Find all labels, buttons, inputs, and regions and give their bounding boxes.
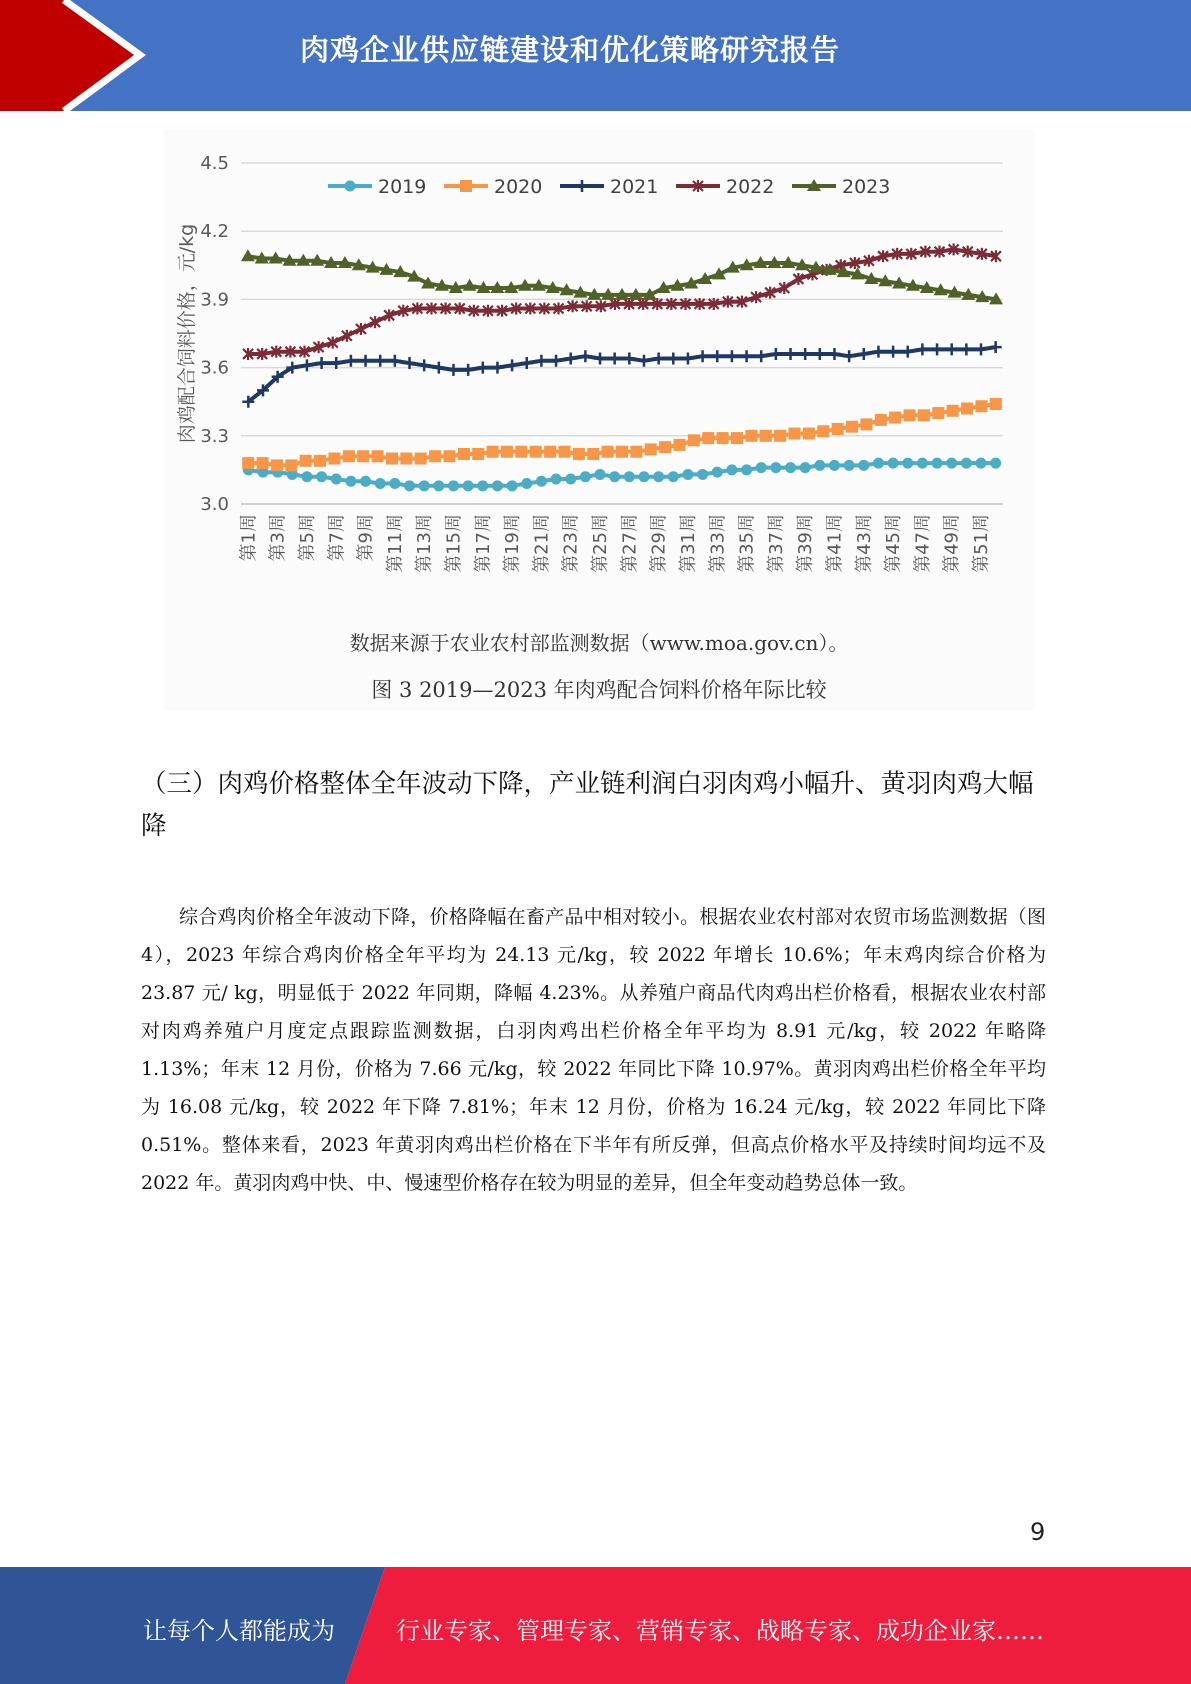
data-point	[638, 355, 650, 367]
data-point	[609, 471, 620, 482]
data-point	[343, 450, 355, 462]
data-point	[741, 464, 752, 475]
data-point	[961, 458, 972, 469]
data-point	[530, 446, 542, 458]
data-point	[745, 430, 757, 442]
data-point	[609, 353, 621, 365]
data-point	[301, 471, 312, 482]
x-tick-label: 第7周	[326, 514, 348, 562]
data-point	[770, 462, 781, 473]
data-point	[946, 343, 958, 355]
data-point	[400, 453, 412, 465]
x-tick-label: 第19周	[502, 514, 524, 573]
data-point	[741, 350, 753, 362]
data-point	[946, 458, 957, 469]
data-point	[860, 418, 872, 430]
data-point	[682, 353, 694, 365]
data-point	[976, 458, 987, 469]
footer-slogan-left: 让每个人都能成为	[143, 1617, 335, 1645]
data-point	[535, 355, 547, 367]
data-point	[372, 450, 384, 462]
data-point	[774, 430, 786, 442]
data-point	[873, 458, 884, 469]
data-point	[799, 348, 811, 360]
data-point	[242, 457, 254, 469]
data-point	[536, 476, 547, 487]
x-tick-label: 第41周	[824, 514, 846, 573]
data-point	[785, 348, 797, 360]
feed-price-line-chart	[163, 130, 1035, 610]
data-point	[828, 348, 840, 360]
data-point	[587, 448, 599, 460]
data-point	[760, 430, 772, 442]
data-point	[932, 458, 943, 469]
data-point	[580, 471, 591, 482]
data-point	[487, 446, 499, 458]
x-tick-label: 第5周	[296, 514, 318, 562]
data-point	[844, 460, 855, 471]
data-point	[872, 346, 884, 358]
data-point	[594, 353, 606, 365]
data-point	[843, 350, 855, 362]
report-title: 肉鸡企业供应链建设和优化策略研究报告	[300, 33, 841, 67]
footer-slogan-right: 行业专家、管理专家、营销专家、战略专家、成功企业家……	[396, 1617, 1044, 1645]
data-point	[460, 180, 472, 192]
data-point	[415, 453, 427, 465]
data-point	[316, 471, 327, 482]
data-point	[817, 425, 829, 437]
data-point	[702, 432, 714, 444]
data-point	[918, 409, 930, 421]
data-point	[990, 341, 1002, 353]
data-point	[448, 480, 459, 491]
data-point	[300, 455, 312, 467]
data-point	[579, 350, 591, 362]
data-point	[257, 457, 269, 469]
data-point	[623, 353, 635, 365]
legend-label-2022: 2022	[726, 176, 775, 198]
data-point	[858, 460, 869, 471]
data-point	[630, 446, 642, 458]
y-tick-label: 3.0	[200, 494, 229, 515]
data-point	[785, 462, 796, 473]
data-point	[975, 343, 987, 355]
x-tick-label: 第9周	[355, 514, 377, 562]
data-point	[472, 448, 484, 460]
data-point	[429, 450, 441, 462]
data-point	[345, 181, 356, 192]
data-point	[846, 421, 858, 433]
data-point	[360, 476, 371, 487]
x-tick-label: 第35周	[736, 514, 758, 573]
data-point	[389, 478, 400, 489]
data-point	[418, 359, 430, 371]
x-tick-label: 第45周	[883, 514, 905, 573]
data-point	[492, 480, 503, 491]
data-point	[602, 446, 614, 458]
data-point	[433, 480, 444, 491]
body-paragraph: 综合鸡肉价格全年波动下降，价格降幅在畜产品中相对较小。根据农业农村部对农贸市场监测数据（图 4），2023 年综合鸡肉价格全年平均为 24.13 元/kg，较 2022 年增长 10.6%；年末鸡肉综合价格为 23.87 元/ kg，明显低于 2022 年同期，降幅 4.23%。从养殖户商品代肉鸡出栏价格看，根据农业农村部对肉鸡养殖户月度定点跟踪监测数据，白羽肉鸡出栏价格全年平均为 8.91 元/kg，较 2022 年略降 1.13%；年末 12 月份，价格为 7.66 元/kg，较 2022 年同比下降 10.97%。黄羽肉鸡出栏价格全年平均为 16.08 元/kg，较 2022 年下降 7.81%；年末 12 月份，价格为 16.24 元/kg，较 2022 年同比下降 0.51%。整体来看，2023 年黄羽肉鸡出栏价格在下半年有所反弹，但高点价格水平及持续时间均远不及 2022 年。黄羽肉鸡中快、中、慢速型价格存在较为明显的差异，但全年变动趋势总体一致。	[141, 906, 1046, 1194]
data-point	[419, 480, 430, 491]
data-point	[917, 458, 928, 469]
data-point	[726, 350, 738, 362]
figure-caption: 图 3 2019—2023 年肉鸡配合饲料价格年际比较	[371, 678, 827, 702]
data-point	[789, 428, 801, 440]
data-point	[887, 346, 899, 358]
data-point	[576, 180, 588, 192]
x-tick-label: 第15周	[443, 514, 465, 573]
x-tick-label: 第17周	[472, 514, 494, 573]
data-point	[638, 471, 649, 482]
data-point	[501, 446, 513, 458]
data-point	[433, 362, 445, 374]
data-point	[990, 398, 1002, 410]
x-tick-label: 第21周	[531, 514, 553, 573]
data-point	[800, 462, 811, 473]
data-point	[916, 343, 928, 355]
data-point	[595, 469, 606, 480]
data-point	[389, 355, 401, 367]
data-point	[668, 471, 679, 482]
data-point	[521, 478, 532, 489]
data-point	[386, 453, 398, 465]
x-tick-label: 第31周	[677, 514, 699, 573]
figure-source-note: 数据来源于农业农村部监测数据（www.moa.gov.cn）。	[349, 631, 849, 655]
data-point	[345, 355, 357, 367]
data-point	[507, 480, 518, 491]
y-tick-label: 3.6	[200, 357, 229, 379]
data-point	[947, 405, 959, 417]
data-point	[573, 448, 585, 460]
data-point	[477, 480, 488, 491]
data-point	[697, 469, 708, 480]
y-tick-label: 3.9	[200, 289, 229, 311]
x-tick-label: 第13周	[414, 514, 436, 573]
data-point	[314, 455, 326, 467]
x-tick-label: 第37周	[765, 514, 787, 573]
data-point	[565, 353, 577, 365]
data-point	[357, 450, 369, 462]
data-point	[462, 364, 474, 376]
y-axis-title: 肉鸡配合饲料价格，元/kg	[176, 223, 198, 444]
data-point	[904, 409, 916, 421]
data-point	[931, 343, 943, 355]
x-tick-label: 第39周	[795, 514, 817, 573]
data-point	[932, 407, 944, 419]
data-point	[829, 460, 840, 471]
x-tick-label: 第1周	[238, 514, 260, 562]
data-point	[375, 478, 386, 489]
x-tick-label: 第27周	[619, 514, 641, 573]
data-point	[990, 458, 1001, 469]
data-point	[565, 473, 576, 484]
data-point	[653, 471, 664, 482]
data-point	[697, 350, 709, 362]
data-point	[550, 355, 562, 367]
x-tick-label: 第23周	[560, 514, 582, 573]
data-point	[374, 355, 386, 367]
x-tick-label: 第51周	[971, 514, 993, 573]
data-point	[463, 480, 474, 491]
data-point	[271, 459, 283, 471]
data-point	[674, 439, 686, 451]
data-point	[477, 362, 489, 374]
x-tick-label: 第47周	[912, 514, 934, 573]
data-point	[328, 453, 340, 465]
data-point	[682, 469, 693, 480]
page-header	[0, 0, 1191, 111]
data-point	[814, 348, 826, 360]
data-point	[858, 348, 870, 360]
data-point	[770, 348, 782, 360]
data-point	[875, 414, 887, 426]
data-point	[902, 458, 913, 469]
legend-label-2021: 2021	[610, 176, 659, 198]
data-point	[814, 460, 825, 471]
x-tick-label: 第29周	[648, 514, 670, 573]
data-point	[301, 359, 313, 371]
data-point	[551, 473, 562, 484]
data-point	[726, 464, 737, 475]
data-point	[624, 471, 635, 482]
data-point	[616, 446, 628, 458]
data-point	[645, 443, 657, 455]
data-point	[803, 428, 815, 440]
legend-label-2020: 2020	[494, 176, 543, 198]
x-tick-label: 第11周	[384, 514, 406, 573]
legend-label-2023: 2023	[842, 176, 891, 198]
x-tick-label: 第25周	[590, 514, 612, 573]
y-tick-label: 4.5	[200, 153, 229, 174]
data-point	[447, 364, 459, 376]
x-tick-label: 第43周	[853, 514, 875, 573]
data-point	[667, 353, 679, 365]
page-footer	[0, 1567, 1191, 1684]
data-point	[688, 434, 700, 446]
section-heading: （三）肉鸡价格整体全年波动下降，产业链利润白羽肉鸡小幅升、黄羽肉鸡大幅降	[141, 769, 1034, 841]
data-point	[404, 480, 415, 491]
data-point	[491, 362, 503, 374]
data-point	[711, 350, 723, 362]
data-point	[832, 423, 844, 435]
data-point	[755, 350, 767, 362]
data-point	[961, 403, 973, 415]
data-point	[544, 446, 556, 458]
data-point	[331, 473, 342, 484]
data-point	[653, 353, 665, 365]
data-point	[975, 400, 987, 412]
data-point	[712, 467, 723, 478]
data-point	[888, 458, 899, 469]
data-point	[659, 441, 671, 453]
data-point	[731, 432, 743, 444]
data-point	[558, 446, 570, 458]
data-point	[889, 412, 901, 424]
data-point	[506, 359, 518, 371]
y-tick-label: 4.2	[200, 221, 229, 243]
page-number: 9	[1030, 1518, 1046, 1546]
data-point	[458, 448, 470, 460]
y-tick-label: 3.3	[200, 425, 229, 447]
x-tick-label: 第33周	[707, 514, 729, 573]
data-point	[515, 446, 527, 458]
data-point	[360, 355, 372, 367]
data-point	[960, 343, 972, 355]
figure	[163, 130, 1035, 710]
data-point	[285, 459, 297, 471]
x-tick-label: 第49周	[941, 514, 963, 573]
x-tick-label: 第3周	[267, 514, 289, 562]
series-line-2021	[248, 347, 995, 402]
data-point	[756, 462, 767, 473]
data-point	[443, 450, 455, 462]
legend-label-2019: 2019	[378, 176, 427, 198]
data-point	[717, 432, 729, 444]
data-point	[345, 476, 356, 487]
data-point	[902, 346, 914, 358]
